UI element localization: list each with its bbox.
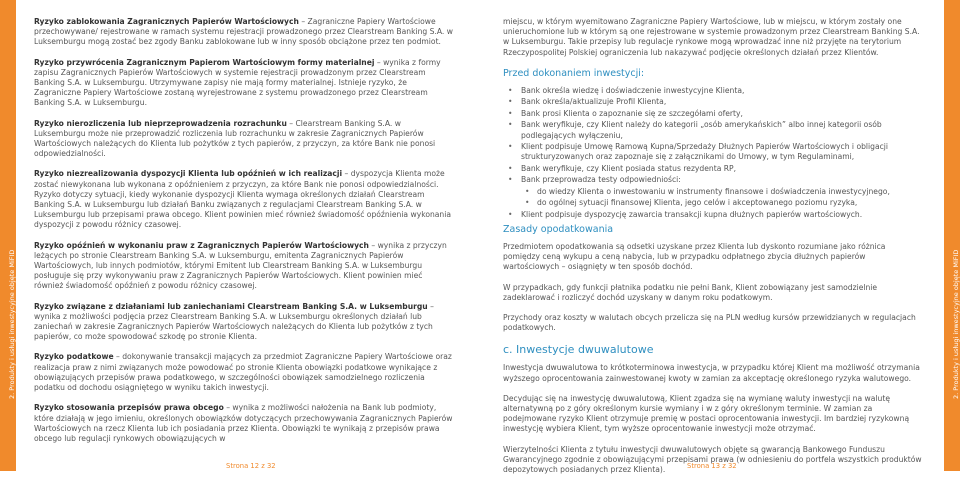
tax-paragraph: W przypadkach, gdy funkcji płatnika podatku nie pełni Bank, Klient zobowiązany jest samodzielnie zadeklarować i rozliczyć dochód uzyskany w danym roku podatkowym.: [503, 282, 878, 302]
section-heading-before-investment: Przed dokonaniem inwestycji:: [503, 67, 645, 79]
risk-paragraph: Ryzyko podatkowe – dokonywanie transakcji mających za przedmiot Zagraniczne Papiery Wartościowe oraz realizacja praw z nimi związanych może powodować po stronie Klienta obowiązki podatkowe wynikające z obowiązujących przepisów prawa podatkowego, w szczególności obowiązek samodzielnego rozliczenia podatku od dochodu osiągniętego w wyniku takich inwestycji.: [34, 352, 452, 393]
list-item: • Klient podpisuje dyspozycję zawarcia transakcji kupna dłużnych papierów wartościowych.: [503, 210, 923, 220]
tax-paragraph: Przedmiotem opodatkowania są odsetki uzyskane przez Klienta lub dyskonto rozumiane jako różnica pomiędzy ceną wykupu a ceną nabycia, lub w przypadku odpłatnego zbycia dłużnych papierów wartościowych – osiągnięty w ten sposób dochód.: [503, 241, 886, 272]
list-item: • Klient podpisuje Umowę Ramową Kupna/Sprzedaży Dłużnych Papierów Wartościowych i obligacji strukturyzowanych oraz zapoznaje się z załącznikami do Umowy, w tym Regulaminami,: [503, 142, 923, 162]
risk-paragraph: Ryzyko związane z działaniami lub zaniechaniami Clearstream Banking S.A. w Luksemburgu – wynika z możliwości podjęcia przez Clearstream Banking S.A. w Luksemburgu określonych działań lub zaniechań w zakresie Zagranicznych Papierów Wartościowych należących do Klienta lub pożytków z tych papierów, co może spowodować szkodę po stronie Klienta.: [34, 301, 434, 342]
risk-paragraph: Ryzyko nierozliczenia lub nieprzeprowadzenia rozrachunku – Clearstream Banking S.A. w Luksemburgu może nie przeprowadzić rozliczenia lub rozrachunku w zakresie Zagranicznych Papierów Wartościowych należących do Klienta lub pożytków z tych papierów, z przyczyn, za które Bank nie ponosi odpowiedzialności.: [34, 118, 436, 159]
side-tab-right: [944, 0, 960, 471]
risk-paragraph: Ryzyko zablokowania Zagranicznych Papierów Wartościowych – Zagraniczne Papiery Wartościowe przechowywane/ rejestrowane w ramach systemu rejestracji prowadzonego przez Clearstream Banking S.A. w Luksemburgu mogą zostać bez zgody Banku zablokowane lub w inny sposób obciążone przez ten podmiot.: [34, 17, 453, 47]
intro-paragraph: miejscu, w którym wyemitowano Zagraniczne Papiery Wartościowe, lub w miejscu, w którym zostały one unieruchomione lub w którym są one rejestrowane w systemie prowadzonym przez Clearstream Banking S.A. w Luksemburgu. Takie przepisy lub regulacje rynkowe mogą wprowadzać inne niż przyjęte na terytorium Rzeczypospolitej Polskiej ograniczenia lub nakazywać podjęcie określonych działań przez Klientów.: [503, 17, 920, 57]
list-item: • Bank weryfikuje, czy Klient posiada status rezydenta RP,: [503, 164, 923, 174]
sub-list-item: • do wiedzy Klienta o inwestowaniu w instrumenty finansowe i doświadczenia inwestycyjnego,: [503, 187, 923, 197]
risk-paragraph: Ryzyko opóźnień w wykonaniu praw z Zagranicznych Papierów Wartościowych – wynika z przyczyn leżących po stronie Clearstream Banking S.A. w Luksemburgu, emitenta Zagranicznych Papierów Wartościowych, lub innych podmiotów, którymi Emitent lub Clearstream Banking S.A. w Luksemburgu posługuje się przy wykonywaniu praw z Zagranicznych Papierów Wartościowych. Klient powinien mieć również świadomość opóźnień z powodu różnicy czasowej.: [34, 240, 447, 291]
right-column: [503, 17, 923, 485]
dual-paragraph: Inwestycja dwuwalutowa to krótkoterminowa inwestycja, w przypadku której Klient ma możliwość otrzymania wyższego oprocentowania zainwestowanej kwoty w zamian za akceptację określonego ryzyka walutowego.: [503, 363, 920, 383]
side-tab-label: 2. Produkty i usługi inwestycyjne objęte MiFID: [8, 249, 16, 399]
dual-paragraph: Wierzytelności Klienta z tytułu inwestycji dwuwalutowych objęte są gwarancją Bankowego Funduszu Gwarancyjnego zgodnie z obowiązującymi przepisami prawa (w odniesieniu do portfela wszystkich produktów depozytowych posiadanych przez Klienta).: [503, 444, 922, 474]
page-number-right: Strona 13 z 32: [687, 462, 737, 470]
side-tab-label: 2. Produkty i usługi inwestycyjne objęte MiFID: [952, 249, 960, 399]
risk-paragraph: Ryzyko niezrealizowania dyspozycji Klienta lub opóźnień w ich realizacji – dyspozycja Klienta może zostać niewykonana lub wykonana z opóźnieniem z przyczyn, za które Bank nie ponosi odpowiedzialności. Ryzyko dotyczy sytuacji, kiedy wykonanie dyspozycji Klienta wymaga określonych działań Clearstream Banking S.A. w Luksemburgu lub działań Banku związanych z regulacjami Clearstream Banking S.A. w Luksemburgu lub przepisami prawa obcego. Klient powinien mieć również świadomość opóźnienia wykonania dyspozycji z powodu różnicy czasowej.: [34, 169, 452, 230]
page-number-left: Strona 12 z 32: [226, 462, 276, 470]
section-heading-tax-rules: Zasady opodatkowania: [503, 223, 614, 235]
left-column: [34, 17, 454, 454]
sub-list-item: • do ogólnej sytuacji finansowej Klienta, jego celów i akceptowanego poziomu ryzyka,: [503, 198, 923, 208]
dual-paragraph: Decydując się na inwestycję dwuwalutową, Klient zgadza się na wymianę waluty inwestycji na walutę alternatywną po z góry określonym kursie wymiany i w z góry określonym terminie. W zamian za podejmowane ryzyko Klient otrzymuje premię w postaci oprocentowania inwestycji. Im bardziej ryzykowną inwestycję wybiera Klient, tym wyższe oprocentowanie inwestycji może otrzymać.: [503, 393, 910, 434]
list-item: • Bank przeprowadza testy odpowiedniości:: [503, 175, 923, 185]
checklist: [503, 86, 923, 220]
section-heading-dual-currency: c. Inwestycje dwuwalutowe: [503, 343, 654, 357]
tax-paragraph: Przychody oraz koszty w walutach obcych przelicza się na PLN według kursów przewidzianych w regulacjach podatkowych.: [503, 312, 916, 333]
list-item: • Bank określa wiedzę i doświadczenie inwestycyjne Klienta,: [503, 86, 923, 96]
side-tab-left: [0, 0, 16, 471]
risk-paragraph: Ryzyko przywrócenia Zagranicznym Papierom Wartościowym formy materialnej – wynika z formy zapisu Zagranicznych Papierów Wartościowych w systemie rejestracji prowadzonym przez Clearstream Banking S.A. w Luksemburgu. Utrzymywane zapisy nie mają formy materialnej. Istnieje ryzyko, że Zagraniczne Papiery Wartościowe zostaną wyrejestrowane z systemu prowadzonego przez Clearstream Banking S.A. w Luksemburgu.: [34, 57, 441, 108]
list-item: • Bank prosi Klienta o zapoznanie się ze szczegółami oferty,: [503, 109, 923, 119]
risk-paragraph: Ryzyko stosowania przepisów prawa obcego – wynika z możliwości nałożenia na Bank lub podmioty, które działają w jego imieniu, określonych obowiązków dotyczących przechowywania Zagranicznych Papierów Wartościowych na rzecz Klienta lub ich posiadania przez Klienta. Obowiązki te wynikają z przepisów prawa obcego lub regulacji rynkowych obowiązujących w: [34, 403, 453, 443]
list-item: • Bank określa/aktualizuje Profil Klienta,: [503, 97, 923, 107]
list-item: • Bank weryfikuje, czy Klient należy do kategorii „osób amerykańskich” albo innej kategorii osób podlegających wyłączeniu,: [503, 120, 923, 140]
